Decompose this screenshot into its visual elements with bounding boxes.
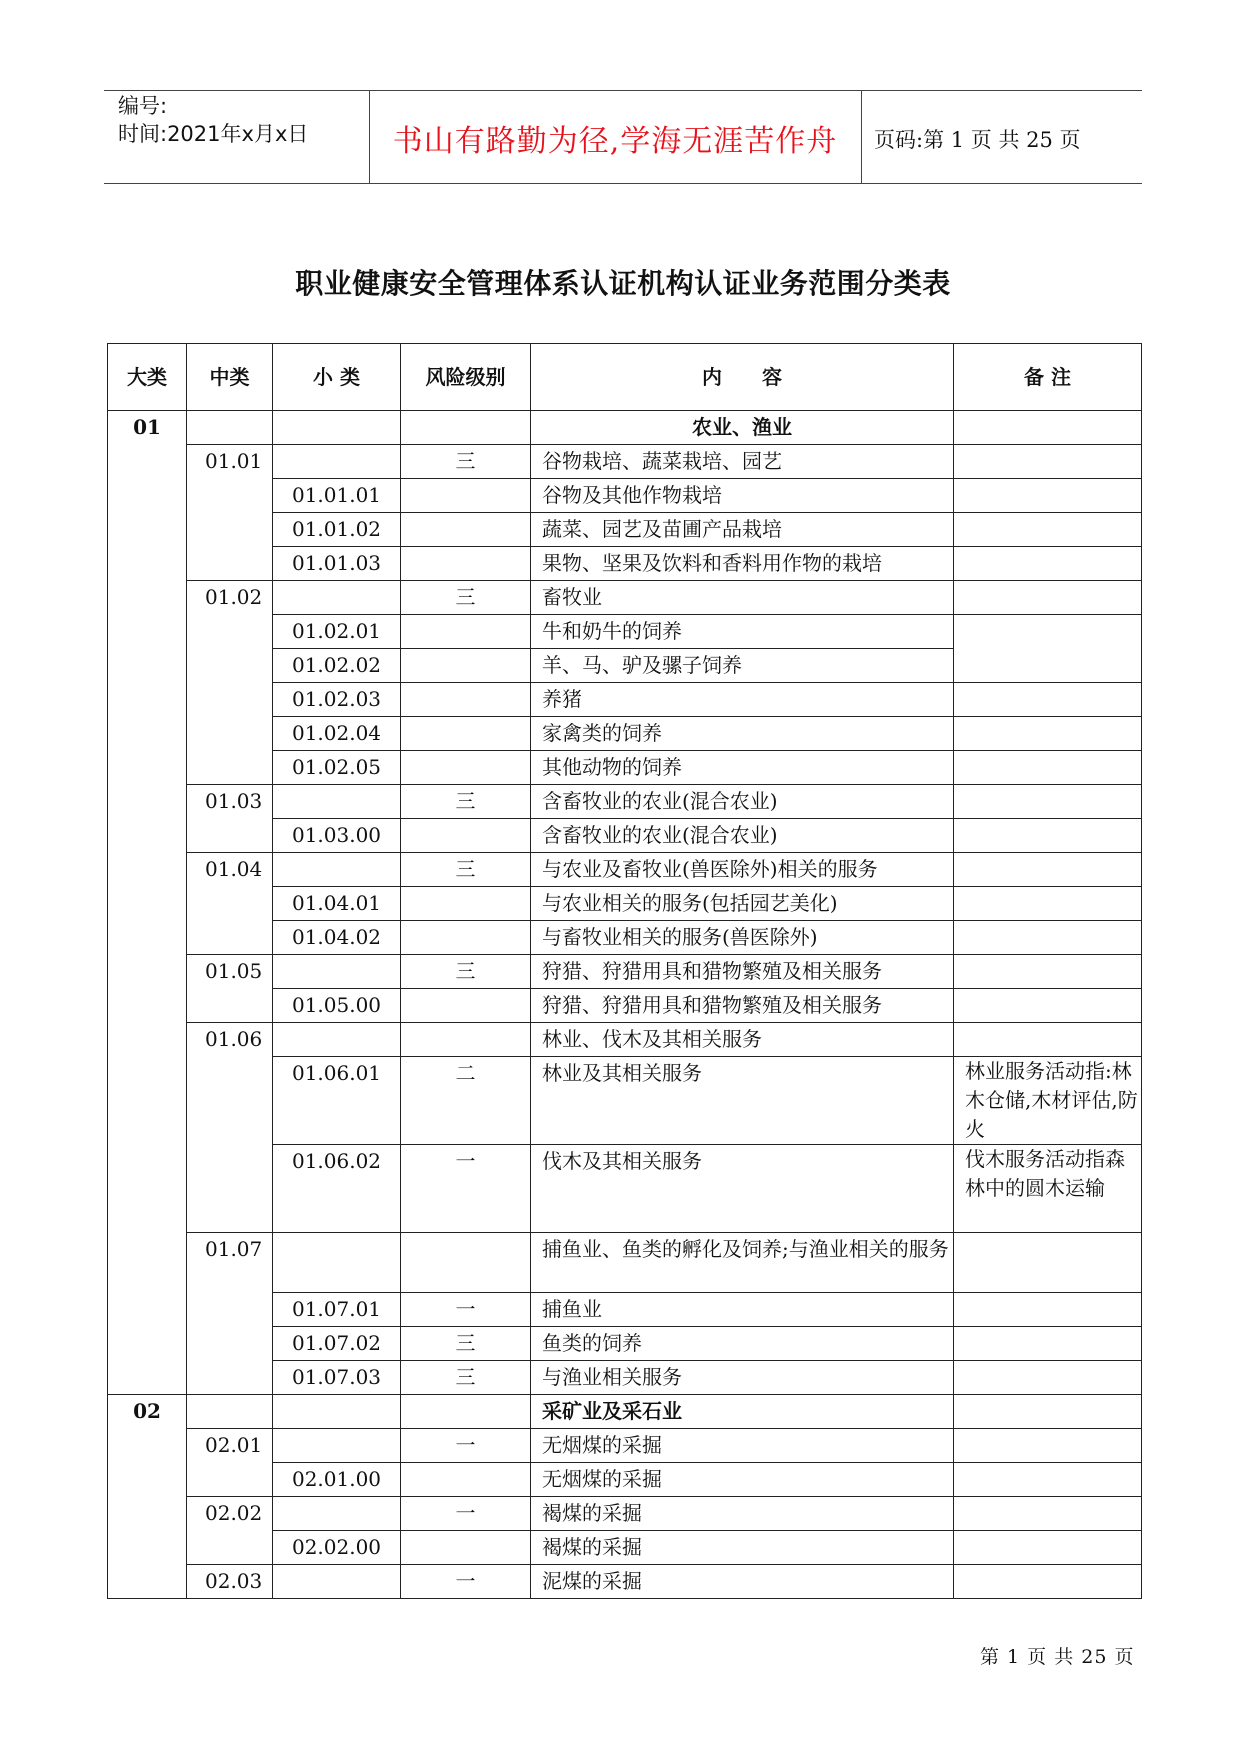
risk-level-cell [401,547,531,581]
small-category-cell [273,411,401,445]
risk-level-cell [401,1023,531,1057]
risk-level-cell: 一 [401,1565,531,1599]
note-cell [954,1395,1142,1429]
note-cell [954,785,1142,819]
table-row [108,1233,1142,1293]
note-cell [954,547,1142,581]
header-divider-right [861,90,862,184]
table-body [108,411,1142,1599]
mid-category-cell: 01.04 [187,853,273,955]
content-cell: 谷物及其他作物栽培 [531,479,954,513]
content-cell: 与农业及畜牧业(兽医除外)相关的服务 [531,853,954,887]
small-category-cell [273,1565,401,1599]
table-row [108,1023,1142,1057]
header-bottom-rule [104,183,1142,184]
risk-level-cell: 二 [401,1057,531,1145]
risk-level-cell: 三 [401,853,531,887]
risk-level-cell [401,1463,531,1497]
small-category-cell: 01.01.01 [273,479,401,513]
mid-category-cell: 02.02 [187,1497,273,1565]
small-category-cell [273,1023,401,1057]
big-category-cell: 02 [108,1395,187,1599]
header-small-category: 小 类 [273,344,401,411]
risk-level-cell [401,989,531,1023]
risk-level-cell: 一 [401,1293,531,1327]
note-cell [954,1361,1142,1395]
small-category-cell: 02.02.00 [273,1531,401,1565]
content-cell: 无烟煤的采掘 [531,1463,954,1497]
note-cell [954,1429,1142,1463]
table-row [108,411,1142,445]
mid-category-cell: 01.06 [187,1023,273,1233]
note-cell [954,1497,1142,1531]
document-time-label: 时间:2021年x月x日 [118,122,309,146]
header-top-rule [104,90,1142,91]
content-cell: 牛和奶牛的饲养 [531,615,954,649]
small-category-cell: 01.01.03 [273,547,401,581]
note-cell [954,445,1142,479]
small-category-cell: 01.03.00 [273,819,401,853]
note-cell [954,1565,1142,1599]
content-cell: 其他动物的饲养 [531,751,954,785]
risk-level-cell [401,1233,531,1293]
content-cell: 羊、马、驴及骡子饲养 [531,649,954,683]
risk-level-cell [401,615,531,649]
small-category-cell [273,581,401,615]
table-row [108,581,1142,615]
header-risk-level: 风险级别 [401,344,531,411]
table-row [108,445,1142,479]
risk-level-cell: 三 [401,581,531,615]
small-category-cell: 01.04.01 [273,887,401,921]
content-cell: 蔬菜、园艺及苗圃产品栽培 [531,513,954,547]
note-cell [954,853,1142,887]
small-category-cell: 01.01.02 [273,513,401,547]
table-row [108,1395,1142,1429]
table-row [108,955,1142,989]
risk-level-cell [401,751,531,785]
content-cell: 褐煤的采掘 [531,1531,954,1565]
risk-level-cell [401,819,531,853]
content-cell: 捕鱼业 [531,1293,954,1327]
content-cell: 谷物栽培、蔬菜栽培、园艺 [531,445,954,479]
risk-level-cell [401,1395,531,1429]
classification-table [107,343,1142,1599]
content-cell: 养猪 [531,683,954,717]
risk-level-cell [401,411,531,445]
content-cell: 泥煤的采掘 [531,1565,954,1599]
mid-category-cell: 01.01 [187,445,273,581]
risk-level-cell [401,649,531,683]
document-title: 职业健康安全管理体系认证机构认证业务范围分类表 [295,267,951,300]
table-row [108,1429,1142,1463]
risk-level-cell: 三 [401,1327,531,1361]
note-cell [954,1531,1142,1565]
small-category-cell [273,445,401,479]
note-cell [954,581,1142,615]
mid-category-cell: 01.07 [187,1233,273,1395]
risk-level-cell: 三 [401,1361,531,1395]
header-mid-category: 中类 [187,344,273,411]
note-cell [954,513,1142,547]
content-cell: 褐煤的采掘 [531,1497,954,1531]
note-cell [954,921,1142,955]
small-category-cell: 02.01.00 [273,1463,401,1497]
small-category-cell: 01.02.01 [273,615,401,649]
note-cell [954,1463,1142,1497]
risk-level-cell [401,921,531,955]
note-cell [954,411,1142,445]
small-category-cell [273,1233,401,1293]
mid-category-cell: 02.03 [187,1565,273,1599]
small-category-cell: 01.07.02 [273,1327,401,1361]
header-page-info: 页码:第 1 页 共 25 页 [874,128,1081,152]
big-category-cell: 01 [108,411,187,1395]
mid-category-cell: 01.05 [187,955,273,1023]
small-category-cell [273,785,401,819]
risk-level-cell [401,1531,531,1565]
table-row [108,785,1142,819]
risk-level-cell: 一 [401,1145,531,1233]
content-cell: 狩猎、狩猎用具和猎物繁殖及相关服务 [531,955,954,989]
note-cell [954,479,1142,513]
mid-category-cell: 02.01 [187,1429,273,1497]
risk-level-cell: 三 [401,785,531,819]
note-cell: 林业服务活动指:林木仓储,木材评估,防火 [954,1057,1142,1145]
small-category-cell: 01.04.02 [273,921,401,955]
content-cell: 鱼类的饲养 [531,1327,954,1361]
content-cell: 畜牧业 [531,581,954,615]
content-cell: 采矿业及采石业 [531,1395,954,1429]
small-category-cell: 01.07.03 [273,1361,401,1395]
content-cell: 林业、伐木及其相关服务 [531,1023,954,1057]
content-cell: 果物、坚果及饮料和香料用作物的栽培 [531,547,954,581]
header-content: 内 容 [531,344,954,411]
table-row [108,853,1142,887]
small-category-cell: 01.02.05 [273,751,401,785]
small-category-cell [273,1497,401,1531]
note-cell [954,989,1142,1023]
content-cell: 林业及其相关服务 [531,1057,954,1145]
risk-level-cell: 三 [401,445,531,479]
mid-category-cell [187,411,273,445]
note-cell [954,751,1142,785]
content-cell: 与渔业相关服务 [531,1361,954,1395]
risk-level-cell: 一 [401,1497,531,1531]
risk-level-cell [401,479,531,513]
small-category-cell [273,853,401,887]
risk-level-cell: 一 [401,1429,531,1463]
risk-level-cell: 三 [401,955,531,989]
note-cell: 伐木服务活动指森林中的圆木运输 [954,1145,1142,1233]
note-cell [954,1293,1142,1327]
small-category-cell: 01.07.01 [273,1293,401,1327]
note-cell [954,1233,1142,1293]
note-cell [954,683,1142,717]
note-cell [954,1023,1142,1057]
footer-page-info: 第 1 页 共 25 页 [980,1646,1135,1668]
risk-level-cell [401,513,531,547]
content-cell: 含畜牧业的农业(混合农业) [531,785,954,819]
content-cell: 捕鱼业、鱼类的孵化及饲养;与渔业相关的服务 [531,1233,954,1293]
note-cell [954,717,1142,751]
small-category-cell [273,1395,401,1429]
risk-level-cell [401,717,531,751]
small-category-cell: 01.06.02 [273,1145,401,1233]
content-cell: 与农业相关的服务(包括园艺美化) [531,887,954,921]
header-meta [118,92,308,148]
content-cell: 与畜牧业相关的服务(兽医除外) [531,921,954,955]
small-category-cell: 01.06.01 [273,1057,401,1145]
small-category-cell [273,1429,401,1463]
content-cell: 无烟煤的采掘 [531,1429,954,1463]
content-cell: 狩猎、狩猎用具和猎物繁殖及相关服务 [531,989,954,1023]
mid-category-cell [187,1395,273,1429]
mid-category-cell: 01.03 [187,785,273,853]
small-category-cell [273,955,401,989]
header-note: 备 注 [954,344,1142,411]
note-cell [954,615,1142,683]
header-motto: 书山有路勤为径,学海无涯苦作舟 [392,124,838,159]
note-cell [954,1327,1142,1361]
risk-level-cell [401,683,531,717]
small-category-cell: 01.02.04 [273,717,401,751]
note-cell [954,887,1142,921]
table-row [108,1497,1142,1531]
risk-level-cell [401,887,531,921]
header-big-category: 大类 [108,344,187,411]
content-cell: 农业、渔业 [531,411,954,445]
document-number-label: 编号: [118,94,168,118]
content-cell: 含畜牧业的农业(混合农业) [531,819,954,853]
content-cell: 家禽类的饲养 [531,717,954,751]
mid-category-cell: 01.02 [187,581,273,785]
content-cell: 伐木及其相关服务 [531,1145,954,1233]
note-cell [954,955,1142,989]
small-category-cell: 01.02.02 [273,649,401,683]
table-row [108,1565,1142,1599]
small-category-cell: 01.02.03 [273,683,401,717]
small-category-cell: 01.05.00 [273,989,401,1023]
note-cell [954,819,1142,853]
table-header-row [108,344,1142,411]
